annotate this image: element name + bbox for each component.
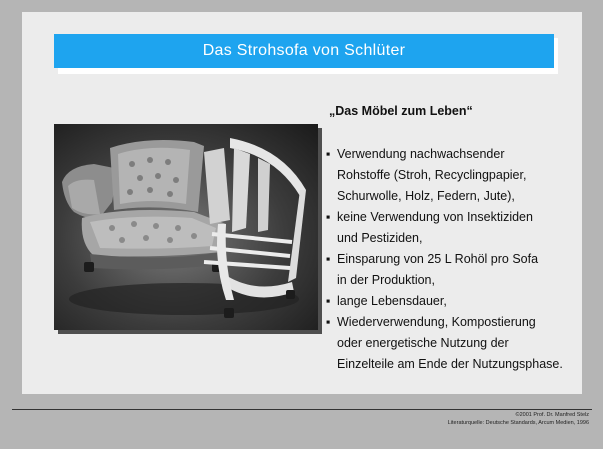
bullet-item [326,249,588,291]
slide-title: Das Strohsofa von Schlüter [202,42,406,59]
footer-divider [12,409,592,410]
bullet-text: Verwendung nachwachsender Rohstoffe (Stroh, Recyclingpapier, Schurwolle, Holz, Federn, Jute), [337,147,527,203]
title-bar [54,34,554,68]
bullet-text: Wiederverwendung, Kompostierung oder energetische Nutzung der Einzelteile am Ende der Nutzungsphase. [337,315,563,371]
bullet-icon: ▪ [326,252,331,266]
bullet-icon: ▪ [326,315,331,329]
bullet-item [326,312,588,375]
sofa-illustration [54,124,318,330]
straw-sofa-photo [54,124,318,330]
bullet-icon: ▪ [326,147,331,161]
bullet-item [326,291,588,312]
bullet-icon: ▪ [326,210,331,224]
slide-subtitle: „Das Möbel zum Leben“ [329,104,473,118]
bullet-text: Einsparung von 25 L Rohöl pro Sofa in der Produktion, [337,252,539,287]
footer-source: Literaturquelle: Deutsche Standards, Arcum Medien, 1996 [447,420,589,426]
bullet-list [326,144,588,375]
footer [448,411,589,427]
bullet-text: keine Verwendung von Insektiziden und Pestiziden, [337,210,533,245]
bullet-icon: ▪ [326,294,331,308]
bullet-text: lange Lebensdauer, [337,294,447,308]
bullet-item [326,144,588,207]
footer-copyright: ©2001 Prof. Dr. Manfred Stelz [515,412,589,418]
bullet-item [326,207,588,249]
